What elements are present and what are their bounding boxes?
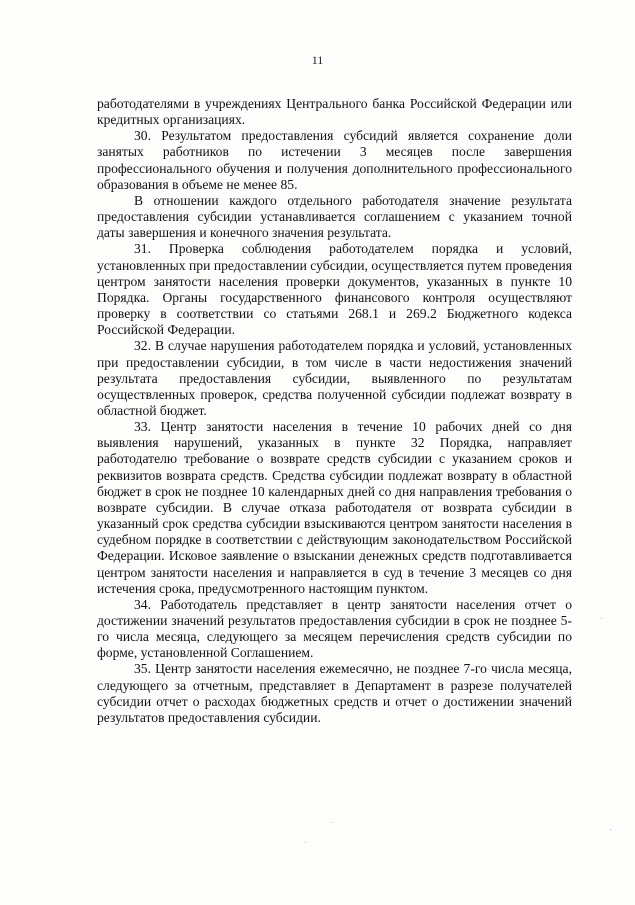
paragraph-31: 31. Проверка соблюдения работодателем порядка и условий, установленных при предоставлении субсидии, осуществляется путем проведения центром занятости населения проверки документов, указанных в пункте 10 Порядка. Органы государственного финансового контроля осуществляют проверку в соответствии со статьями 268.1 и 269.2 Бюджетного кодекса Российской Федерации. <box>97 241 572 338</box>
paragraph-34: 34. Работодатель представляет в центр занятости населения отчет о достижении значений результатов предоставления субсидии в срок не позднее 5-го числа месяца, следующего за месяцем перечисления средств субсидии по форме, установленной Соглашением. <box>97 596 572 661</box>
paragraph-33: 33. Центр занятости населения в течение 10 рабочих дней со дня выявления нарушений, указанных в пункте 32 Порядка, направляет работодателю требование о возврате средств субсидии с указанием сроков и реквизитов возврата средств. Средства субсидии подлежат возврату в областной бюджет в срок не позднее 10 календарных дней со дня направления требования о возврате субсидии. В случае отказа работодателя от возврата субсидии в указанный срок средства субсидии взыскиваются центром занятости населения в судебном порядке в соответствии с действующим законодательством Российской Федерации. Исковое заявление о взыскании денежных средств подготавливается центром занятости населения и направляется в суд в течение 3 месяцев со дня истечения срока, предусмотренного настоящим пунктом. <box>97 419 572 596</box>
page-number: 11 <box>311 53 324 67</box>
document-body <box>97 96 572 726</box>
paragraph-35: 35. Центр занятости населения ежемесячно, не позднее 7-го числа месяца, следующего за отчетным, представляет в Департамент в разрезе получателей субсидии отчет о расходах бюджетных средств и отчет о достижении значений результатов предоставления субсидии. <box>97 661 572 725</box>
scan-speck <box>610 829 611 830</box>
paragraph-30: 30. Результатом предоставления субсидий является сохранение доли занятых работников по истечении 3 месяцев после завершения профессионального обучения и получения дополнительного профессионального образования в объеме не менее 85. <box>97 128 572 192</box>
scan-speck <box>601 618 602 619</box>
paragraph-32: 32. В случае нарушения работодателем порядка и условий, установленных при предоставлении субсидии, в том числе в части недостижения значений результата предоставления субсидии, выявленного по результатам осуществленных проверок, средства полученной субсидии подлежат возврату в областной бюджет. <box>97 338 572 418</box>
paragraph-continuation: работодателями в учреждениях Центрального банка Российской Федерации или кредитных организациях. <box>97 96 572 128</box>
scan-speck <box>331 822 332 823</box>
paragraph-30-result-note: В отношении каждого отдельного работодателя значение результата предоставления субсидии устанавливается соглашением с указанием точной даты завершения и конечного значения результата. <box>97 192 572 241</box>
scan-speck <box>305 842 306 843</box>
